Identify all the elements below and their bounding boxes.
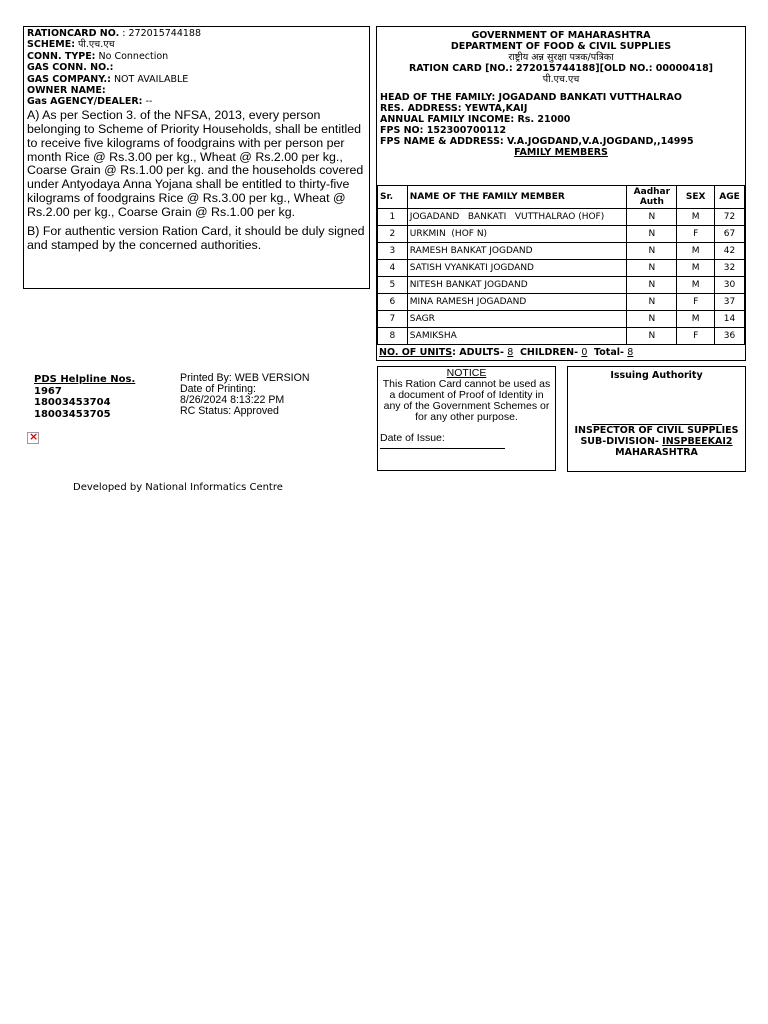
col-aadhar: Aadhar Auth [627,186,677,209]
date-of-issue-line [380,448,505,449]
field-label: GAS COMPANY.: [27,73,111,85]
authenticity-paragraph: B) For authentic version Ration Card, it should be duly signed and stamped by the concerned authorities. [27,224,365,252]
cell-name: MINA RAMESH JOGADAND [407,294,627,311]
department-title: DEPARTMENT OF FOOD & CIVIL SUPPLIES [450,41,672,52]
cell-aadhar: N [627,226,677,243]
cell-aadhar: N [627,277,677,294]
family-members-table [377,185,745,345]
hindi-title: राष्ट्रीय अन्न सुरक्षा पत्रक/पत्रिका [508,52,614,63]
inspector-title: INSPECTOR OF CIVIL SUPPLIES [574,425,739,436]
field-value: -- [145,96,153,108]
cell-sr: 1 [378,209,408,226]
notice-title: NOTICE [446,367,487,379]
cell-age: 42 [715,243,745,260]
cell-sex: F [677,294,715,311]
cell-sex: M [677,277,715,294]
cell-sr: 5 [378,277,408,294]
cell-sr: 3 [378,243,408,260]
cell-sr: 7 [378,311,408,328]
cell-name: JOGADAND BANKATI VUTTHALRAO (HOF) [407,209,627,226]
card-field [27,85,366,96]
entitlement-info-box [23,26,370,289]
field-value: NOT AVAILABLE [113,73,189,85]
table-header-row [378,186,745,209]
field-label: GAS CONN. NO.: [27,62,114,74]
total-count: 8 [627,347,634,358]
card-field [27,28,366,39]
units-summary: NO. OF UNITS: ADULTS- 8 CHILDREN- 0 Total- 8 [379,347,634,358]
col-sr: Sr. [378,186,408,209]
cell-aadhar: N [627,328,677,345]
field-value: 272015744188 [128,28,202,39]
notice-box [377,366,556,471]
table-row [378,311,745,328]
cell-age: 37 [715,294,745,311]
cell-aadhar: N [627,311,677,328]
helpline-block [34,374,135,420]
issuing-authority-box [567,366,746,472]
date-of-printing: 8/26/2024 8:13:22 PM [180,394,285,406]
sub-division [568,436,745,447]
cell-age: 32 [715,260,745,277]
residence-address: RES. ADDRESS: YEWTA,KAIJ [380,103,528,114]
head-of-family: HEAD OF THE FAMILY: JOGADAND BANKATI VUTTHALRAO [380,92,682,103]
col-age: AGE [715,186,745,209]
rc-status: RC Status: Approved [180,405,279,417]
fps-name-address: FPS NAME & ADDRESS: V.A.JOGDAND,V.A.JOGDAND,,14995 [380,136,694,147]
children-label: CHILDREN- [519,347,579,358]
field-label: Gas AGENCY/DEALER: [27,96,143,108]
field-label: SCHEME: [27,39,75,51]
cell-name: SAMIKSHA [407,328,627,345]
annual-income: ANNUAL FAMILY INCOME: Rs. 21000 [380,114,571,125]
date-of-printing-label: Date of Printing: [180,383,256,395]
cell-sr: 8 [378,328,408,345]
col-name: NAME OF THE FAMILY MEMBER [407,186,627,209]
government-title: GOVERNMENT OF MAHARASHTRA [471,30,651,41]
helpline-number: 1967 [34,385,62,397]
cell-name: URKMIN (HOF N) [407,226,627,243]
scheme-hindi: पी.एच.एच [542,74,580,85]
cell-sr: 4 [378,260,408,277]
sub-division-label: SUB-DIVISION- [580,436,663,447]
cell-name: SATISH VYANKATI JOGDAND [407,260,627,277]
cell-age: 72 [715,209,745,226]
card-field [27,96,366,107]
cell-age: 30 [715,277,745,294]
broken-image-icon: × [29,430,39,443]
helpline-title: PDS Helpline Nos. [34,374,136,385]
field-value: No Connection [98,50,169,62]
cell-age: 67 [715,226,745,243]
cell-aadhar: N [627,294,677,311]
cell-sex: M [677,260,715,277]
cell-age: 14 [715,311,745,328]
field-value: पी.एच.एच [78,39,115,51]
table-row [378,226,745,243]
issuing-authority-title: Issuing Authority [610,370,703,381]
printed-by: Printed By: WEB VERSION [180,372,310,384]
table-row [378,277,745,294]
print-info [180,373,310,417]
helpline-number: 18003453705 [34,408,111,420]
ration-card-number: RATION CARD [NO.: 272015744188][OLD NO.: 00000418] [408,63,714,74]
sub-division-value: INSPBEEKAI2 [662,436,733,447]
cell-name: NITESH BANKAT JOGDAND [407,277,627,294]
cell-sex: F [677,226,715,243]
table-row [378,294,745,311]
footer-credit: Developed by National Informatics Centre [73,482,283,493]
col-sex: SEX [677,186,715,209]
total-label: Total- [594,347,624,358]
cell-sex: M [677,243,715,260]
table-row [378,209,745,226]
family-members-heading: FAMILY MEMBERS [514,147,608,158]
table-row [378,260,745,277]
cell-aadhar: N [627,209,677,226]
field-separator: : [119,28,129,39]
cell-age: 36 [715,328,745,345]
card-field [27,74,366,85]
field-label: RATIONCARD NO. [27,28,120,39]
helpline-number: 18003453704 [34,397,111,408]
card-field [27,62,366,73]
adults-count: 8 [507,347,514,358]
cell-sr: 2 [378,226,408,243]
table-row [378,328,745,345]
fps-number: FPS NO: 152300700112 [380,125,507,136]
field-label: OWNER NAME: [27,85,106,97]
cell-sex: M [677,311,715,328]
field-label: CONN. TYPE: [27,50,96,62]
cell-sex: F [677,328,715,345]
units-label: NO. OF UNITS [379,347,453,358]
card-field [27,39,366,50]
card-field [27,51,366,62]
date-of-issue-label: Date of Issue: [380,432,445,444]
cell-name: RAMESH BANKAT JOGDAND [407,243,627,260]
state-name: MAHARASHTRA [615,447,698,458]
notice-text: This Ration Card cannot be used as a document of Proof of Identity in any of the Government Schemes or for any other purpose. [382,378,551,423]
cell-sex: M [677,209,715,226]
cell-name: SAGR [407,311,627,328]
cell-aadhar: N [627,243,677,260]
cell-aadhar: N [627,260,677,277]
ration-card-box [376,26,746,361]
table-row [378,243,745,260]
nfsa-entitlement-paragraph: A) As per Section 3. of the NFSA, 2013, every person belonging to Scheme of Priority Households, shall be entitled to receive five kilograms of foodgrains with per person per month Rice @ Rs.3.00 per kg., Wheat @ Rs.2.00 per kg., Coarse Grain @ Rs.1.00 per kg. and the households covered under Antyodaya Anna Yojana shall be entitled to thirty-five kilograms of foodgrains Rice @ Rs.3.00 per kg., Wheat @ Rs.2.00 per kg., Coarse Grain @ Rs.1.00 per kg. [27,107,364,220]
children-count: 0 [581,347,588,358]
adults-label: ADULTS- [459,347,504,358]
cell-sr: 6 [378,294,408,311]
card-fields [27,28,366,108]
